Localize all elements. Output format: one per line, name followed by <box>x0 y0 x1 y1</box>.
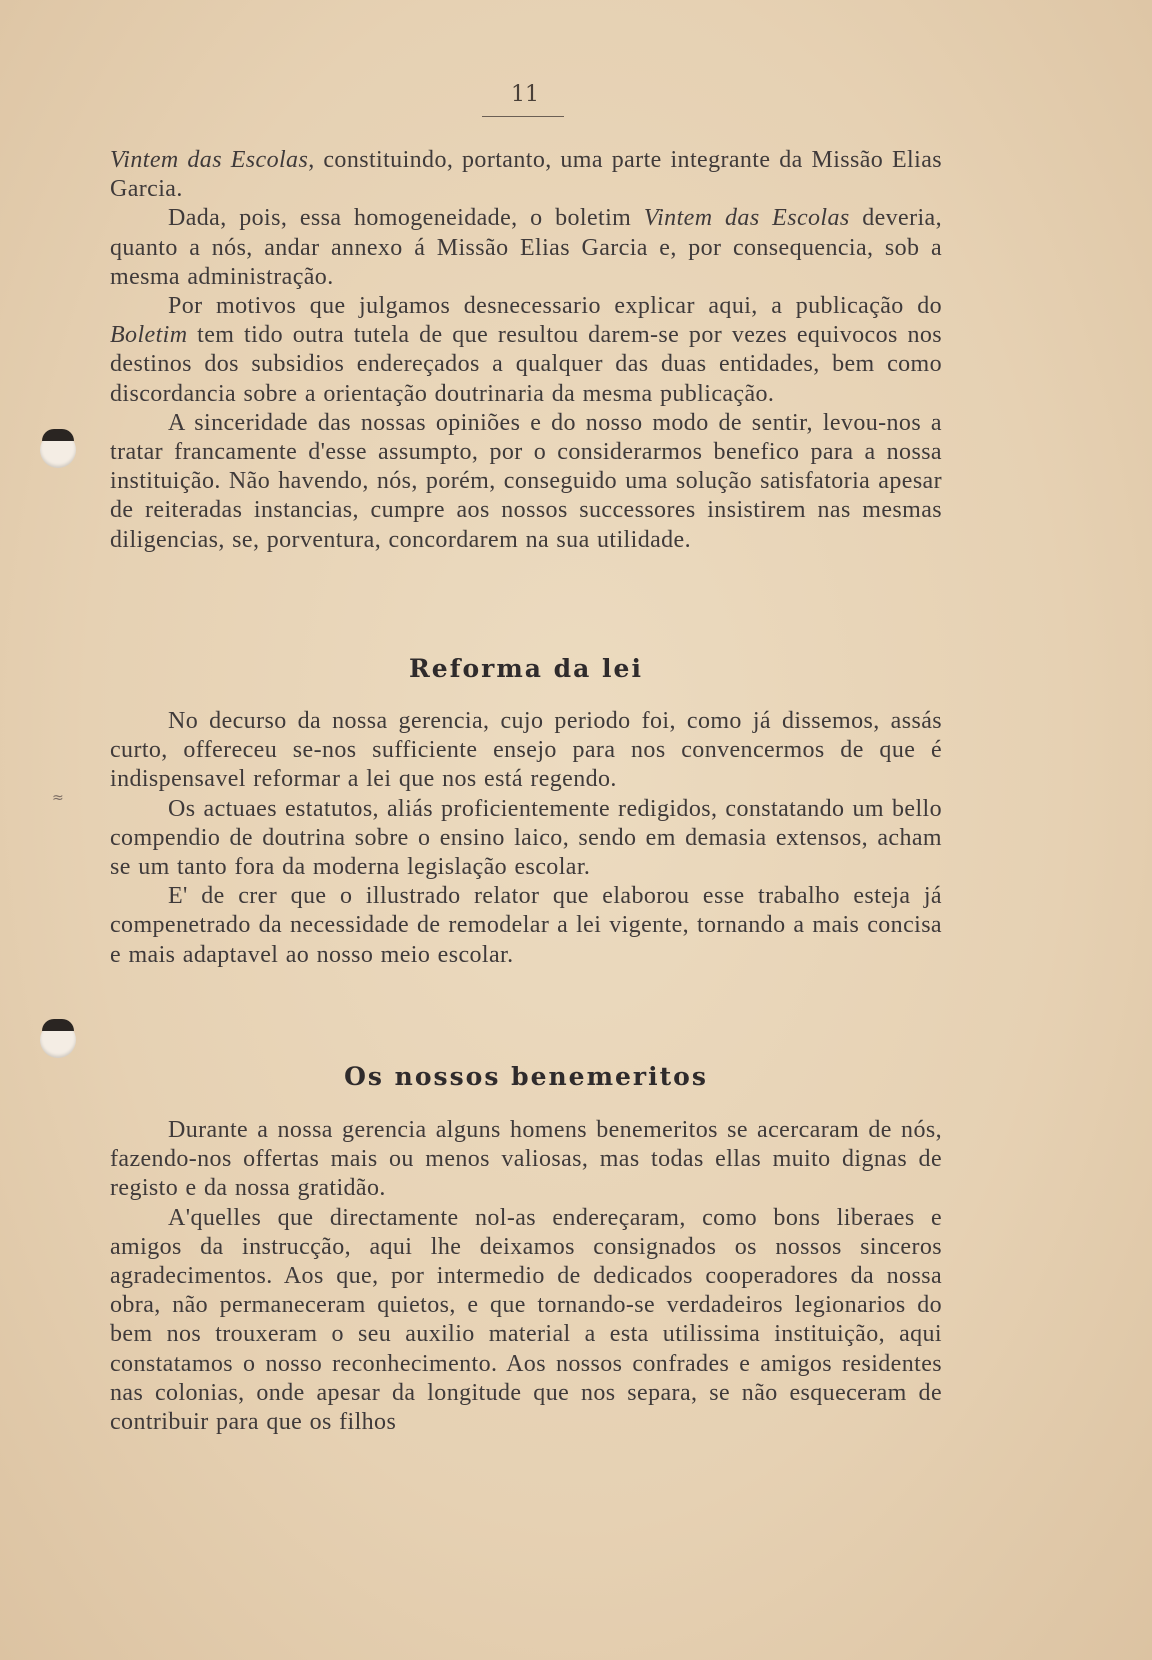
publication-title: Vintem das Escolas <box>643 205 850 232</box>
binding-mark-icon: ≈ <box>52 790 64 806</box>
paragraph: No decurso da nossa gerencia, cujo periodo foi, como já dissemos, assás curto, offereceu se-nos sufficiente ensejo para nos convencermos de que é indispensavel reformar a lei que nos está regendo. <box>110 708 942 793</box>
paragraph-text: tem tido outra tutela de que resultou darem-se por vezes equivocos nos destinos dos subsidios endereçados a qualquer das duas entidades, bem como discordancia sobre a orientação doutrinaria da mesma publicação. <box>110 322 942 407</box>
paragraph: A sinceridade das nossas opiniões e do nosso modo de sentir, levou-nos a tratar francamente d'esse assumpto, por o considerarmos benefico para a nossa instituição. Não havendo, nós, porém, conseguido uma solução satisfatoria apesar de reiteradas instancias, cumpre aos nossos successores insistirem nas mesmas diligencias, se, porventura, concordarem na sua utilidade. <box>110 409 942 553</box>
paragraph-text: deveria, quanto a nós, andar annexo á Missão Elias Garcia e, por consequencia, sob a mesma administração. <box>110 205 943 290</box>
paragraph-text: , constituindo, portanto, uma parte integrante da Missão Elias Garcia. <box>110 147 942 203</box>
section-heading: Os nossos benemeritos <box>344 1062 708 1091</box>
paragraph <box>110 146 942 204</box>
paragraph <box>110 292 942 409</box>
paragraph: Durante a nossa gerencia alguns homens benemeritos se acercaram de nós, fazendo-nos offertas mais ou menos valiosas, mas todas ellas muito dignas de registo e da nossa gratidão. <box>110 1117 942 1202</box>
section-intro <box>110 146 942 555</box>
section-benemeritos <box>110 1116 942 1437</box>
paragraph-text: Dada, pois, essa homogeneidade, o boletim <box>168 205 644 232</box>
publication-title: Vintem das Escolas <box>110 147 309 173</box>
page-number: 11 <box>511 82 539 107</box>
binding-hole-icon <box>40 1022 76 1058</box>
paragraph-text: Por motivos que julgamos desnecessario explicar aqui, a publicação do <box>168 293 942 320</box>
publication-title: Boletim <box>110 322 188 349</box>
page-number-rule <box>482 116 564 117</box>
section-heading: Reforma da lei <box>409 654 643 683</box>
paragraph: E' de crer que o illustrado relator que elaborou esse trabalho esteja já compenetrado da necessidade de remodelar a lei vigente, tornando a mais concisa e mais adaptavel ao nosso meio escolar. <box>110 883 942 968</box>
section-reforma <box>110 707 942 970</box>
binding-hole-icon <box>40 432 76 468</box>
paragraph <box>110 204 942 292</box>
paragraph: Os actuaes estatutos, aliás proficientemente redigidos, constatando um bello compendio de doutrina sobre o ensino laico, sendo em demasia extensos, acham se um tanto fora da moderna legislação escolar. <box>110 795 942 881</box>
paragraph: A'quelles que directamente nol-as endereçaram, como bons liberaes e amigos da instrucção, aqui lhe deixamos consignados os nossos sinceros agradecimentos. Aos que, por intermedio de dedicados cooperadores da nossa obra, não permaneceram quietos, e que tornando-se verdadeiros legionarios do bem nos trouxeram o seu auxilio material a esta utilissima instituição, aqui constatamos o nosso reconhecimento. Aos nossos confrades e amigos residentes nas colonias, onde apesar da longitude que nos separa, se não esqueceram de contribuir para que os filhos <box>110 1204 942 1436</box>
